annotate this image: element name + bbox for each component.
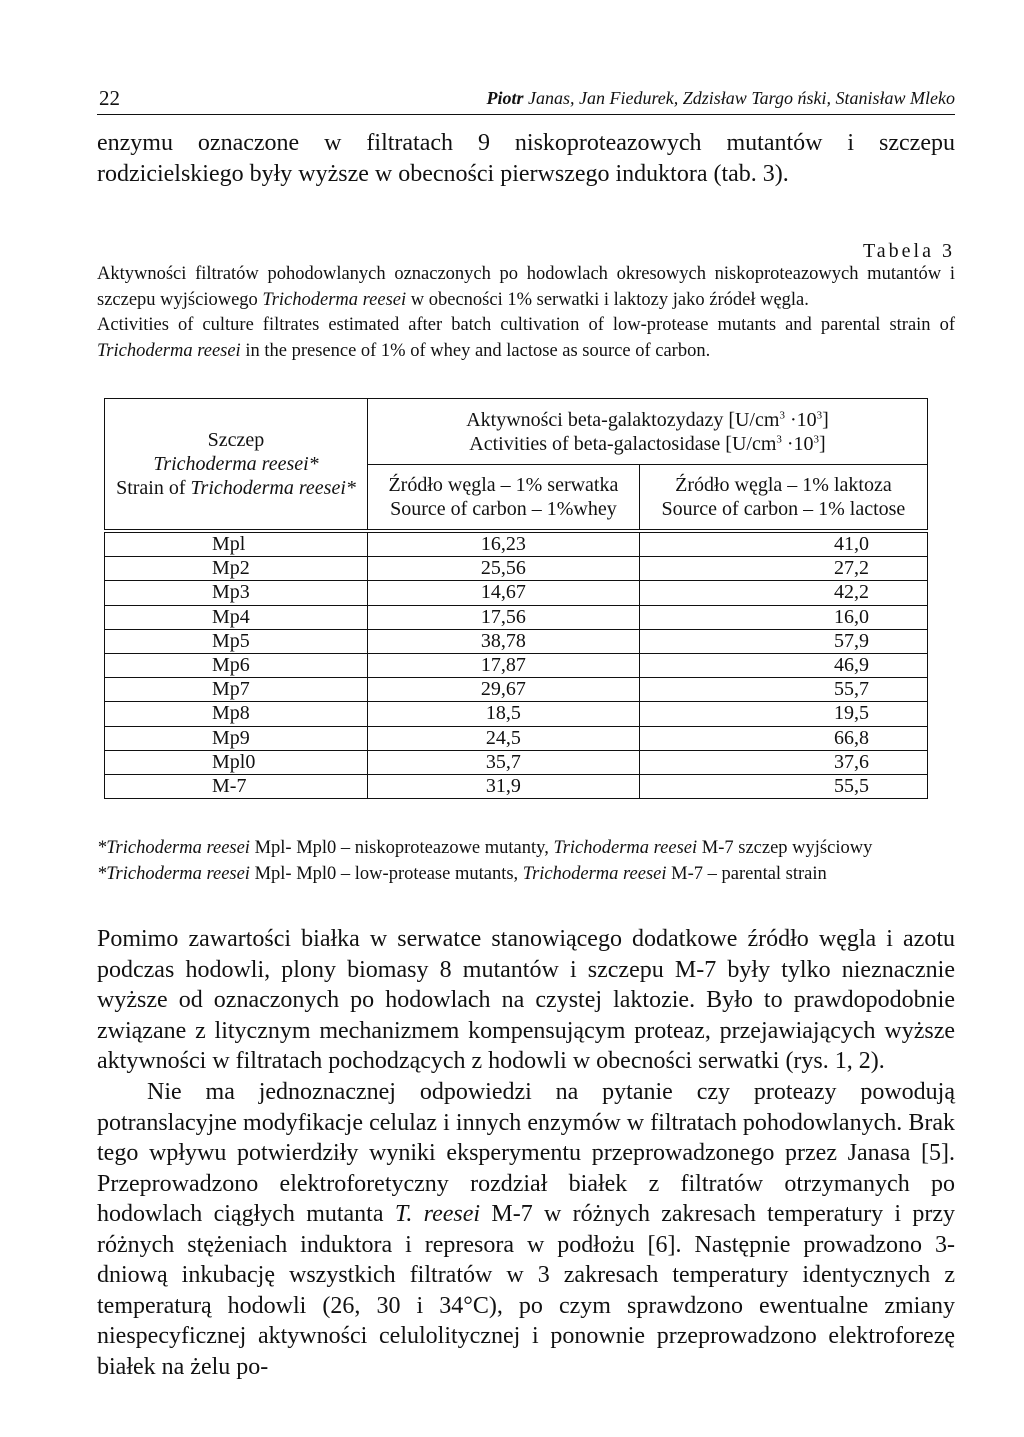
activity-header-en: Activities of beta-galactosidase [U/cm bbox=[469, 432, 777, 455]
body-paragraph-3 bbox=[97, 1077, 955, 1382]
caption-pl-end: w obecności 1% serwatki i laktozy jako źródeł węgla. bbox=[406, 289, 809, 310]
strain-header-species: Trichoderma reesei* bbox=[153, 453, 319, 475]
table-row bbox=[105, 678, 928, 702]
lactose-value: 66,8 bbox=[639, 726, 927, 750]
fn1-end: M-7 szczep wyjściowy bbox=[697, 838, 873, 858]
caption-en-end: in the presence of 1% of whey and lactose as source of carbon. bbox=[240, 340, 711, 361]
table-row bbox=[105, 629, 928, 653]
strain-header-en-species: Trichoderma reesei* bbox=[190, 477, 356, 499]
whey-header-pl: Źródło węgla – 1% serwatka bbox=[388, 474, 619, 496]
whey-value: 14,67 bbox=[368, 581, 640, 605]
whey-value: 25,56 bbox=[368, 557, 640, 581]
activity-column-header bbox=[368, 399, 928, 465]
whey-header-en: Source of carbon – 1%whey bbox=[390, 498, 617, 520]
strain-cell: Mp4 bbox=[105, 605, 368, 629]
fn1-species-b: Trichoderma reesei bbox=[553, 838, 698, 858]
running-author-first: Piotr bbox=[486, 88, 524, 108]
strain-cell: Mp5 bbox=[105, 629, 368, 653]
fn2-species-a: *Trichoderma reesei bbox=[97, 864, 250, 884]
fn2-mid: Mpl- Mpl0 – low-protease mutants, bbox=[249, 864, 523, 884]
activity-table bbox=[104, 398, 928, 799]
caption-pl-text: Aktywności filtratów pohodowlanych oznaczonych po hodowlach okresowych niskoproteazowych mutantów i szczepu wyjściowego bbox=[97, 264, 955, 310]
strain-cell: Mpl bbox=[105, 531, 368, 557]
strain-header-pl: Szczep bbox=[207, 429, 265, 451]
table-row bbox=[105, 531, 928, 557]
whey-column-header bbox=[368, 465, 640, 532]
whey-value: 16,23 bbox=[368, 531, 640, 557]
lactose-value: 46,9 bbox=[639, 653, 927, 677]
footnote-english bbox=[97, 861, 957, 887]
p3-text-before: Nie ma jednoznacznej odpowiedzi na pytanie czy proteazy powodują potranslacyjne modyfikacje celulaz i innych enzymów w filtratach pohodowlanych. Brak tego wpływu potwierdziły wyniki eksperymentu przeprowadzonego przez Janasa [5]. Przeprowadzono elektroforetyczny rozdział białek z filtratów otrzymanych po hodowlach ciągłych mutanta bbox=[97, 1079, 955, 1227]
p3-species: T. reesei bbox=[394, 1201, 481, 1227]
caption-english bbox=[97, 313, 955, 364]
lactose-column-header bbox=[639, 465, 927, 532]
whey-value: 17,56 bbox=[368, 605, 640, 629]
unit-mult-en: ·10 bbox=[781, 432, 814, 455]
lactose-value: 19,5 bbox=[639, 702, 927, 726]
running-authors bbox=[486, 88, 955, 109]
whey-value: 29,67 bbox=[368, 678, 640, 702]
strain-cell: Mp8 bbox=[105, 702, 368, 726]
strain-cell: M-7 bbox=[105, 774, 368, 798]
table-row bbox=[105, 750, 928, 774]
unit-exp-pl: 3 bbox=[779, 408, 785, 421]
whey-value: 17,87 bbox=[368, 653, 640, 677]
lactose-value: 42,2 bbox=[639, 581, 927, 605]
table-row bbox=[105, 726, 928, 750]
table-row bbox=[105, 557, 928, 581]
lactose-value: 41,0 bbox=[639, 531, 927, 557]
table-row bbox=[105, 653, 928, 677]
caption-en-species: Trichoderma reesei bbox=[97, 340, 241, 361]
activity-header-pl: Aktywności beta-galaktozydazy [U/cm bbox=[466, 408, 780, 431]
unit-mult-exp-pl: 3 bbox=[816, 408, 823, 421]
caption-polish bbox=[97, 262, 955, 313]
lactose-value: 27,2 bbox=[639, 557, 927, 581]
whey-value: 18,5 bbox=[368, 702, 640, 726]
lactose-value: 55,7 bbox=[639, 678, 927, 702]
strain-cell: Mp7 bbox=[105, 678, 368, 702]
running-header bbox=[97, 88, 955, 115]
running-author-rest: Janas, Jan Fiedurek, Zdzisław Targo ński, Stanisław Mleko bbox=[528, 88, 955, 108]
strain-cell: Mp2 bbox=[105, 557, 368, 581]
unit-mult-exp-en: 3 bbox=[813, 432, 820, 445]
lactose-value: 16,0 bbox=[639, 605, 927, 629]
strain-cell: Mp9 bbox=[105, 726, 368, 750]
table-row bbox=[105, 702, 928, 726]
table-row bbox=[105, 581, 928, 605]
whey-value: 24,5 bbox=[368, 726, 640, 750]
strain-column-header bbox=[105, 399, 368, 532]
unit-close-en: ] bbox=[819, 432, 826, 455]
strain-cell: Mpl0 bbox=[105, 750, 368, 774]
intro-paragraph: enzymu oznaczone w filtratach 9 niskoproteazowych mutantów i szczepu rodzicielskiego były wyższe w obecności pierwszego induktora (tab. 3). bbox=[97, 130, 955, 187]
lactose-value: 57,9 bbox=[639, 629, 927, 653]
p3-text-after: M-7 w różnych zakresach temperatury i przy różnych stężeniach induktora i represora w podłożu [6]. Następnie prowadzono 3-dniową inkubację wszystkich filtratów w 3 zakresach temperatury identycznych z temperaturą hodowli (26, 30 i 34°C), po czym sprawdzono ewentualne zmiany niespecyficznej aktywności celulolitycznej i ponownie przeprowadzono elektroforezę białek na żelu po- bbox=[97, 1201, 956, 1380]
lactose-header-en: Source of carbon – 1% lactose bbox=[661, 498, 906, 520]
fn1-species-a: *Trichoderma reesei bbox=[97, 838, 250, 858]
whey-value: 38,78 bbox=[368, 629, 640, 653]
whey-value: 35,7 bbox=[368, 750, 640, 774]
table-row bbox=[105, 774, 928, 798]
table-row bbox=[105, 605, 928, 629]
fn2-end: M-7 – parental strain bbox=[666, 864, 827, 884]
fn1-mid: Mpl- Mpl0 – niskoproteazowe mutanty, bbox=[249, 838, 554, 858]
strain-cell: Mp6 bbox=[105, 653, 368, 677]
fn2-species-b: Trichoderma reesei bbox=[522, 864, 667, 884]
unit-mult-pl: ·10 bbox=[784, 408, 817, 431]
lactose-header-pl: Źródło węgla – 1% laktoza bbox=[675, 474, 892, 496]
body-paragraph-2: Pomimo zawartości białka w serwatce stanowiącego dodatkowe źródło węgla i azotu podczas hodowli, plony biomasy 8 mutantów i szczepu M-7 były tylko nieznacznie wyższe od oznaczonych po hodowlach na czystej laktozie. Było to prawdopodobnie związane z litycznym mechanizmem kompensującym proteaz, przejawiających wyższe aktywności w filtratach pochodzących z hodowli w obecności serwatki (rys. 1, 2). bbox=[97, 926, 955, 1074]
caption-en-text: Activities of culture filtrates estimated after batch cultivation of low-protease mutants and parental strain of bbox=[97, 315, 955, 335]
table-caption bbox=[97, 262, 955, 364]
caption-pl-species: Trichoderma reesei bbox=[262, 289, 407, 310]
whey-value: 31,9 bbox=[368, 774, 640, 798]
footnote-polish bbox=[97, 835, 957, 861]
table-label: Tabela 3 bbox=[862, 240, 955, 262]
strain-header-en: Strain of bbox=[116, 477, 191, 499]
lactose-value: 55,5 bbox=[639, 774, 927, 798]
page-number: 22 bbox=[99, 86, 120, 110]
lactose-value: 37,6 bbox=[639, 750, 927, 774]
strain-cell: Mp3 bbox=[105, 581, 368, 605]
unit-exp-en: 3 bbox=[776, 432, 782, 445]
unit-close-pl: ] bbox=[822, 408, 829, 431]
